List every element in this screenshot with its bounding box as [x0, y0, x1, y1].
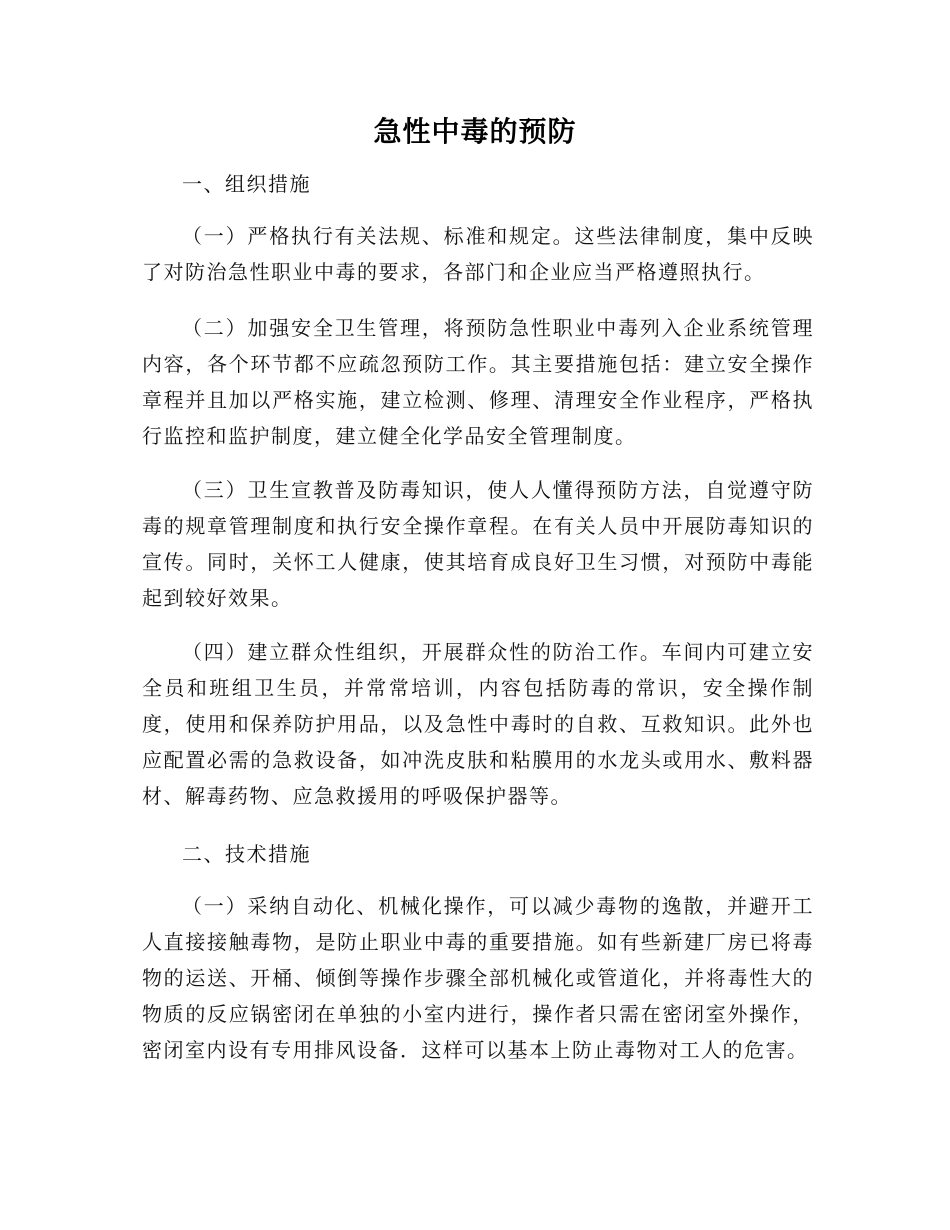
paragraph-org-2: （二）加强安全卫生管理，将预防急性职业中毒列入企业系统管理内容，各个环节都不应疏忽预防工作。其主要措施包括：建立安全操作章程并且加以严格实施，建立检测、修理、清理安全作业程序，严格执行监控和监护制度，建立健全化学品安全管理制度。 — [142, 316, 814, 448]
section-heading-technical: 二、技术措施 — [182, 842, 311, 866]
document-title: 急性中毒的预防 — [373, 115, 577, 148]
paragraph-org-1: （一）严格执行有关法规、标准和规定。这些法律制度，集中反映了对防治急性职业中毒的要求，各部门和企业应当严格遵照执行。 — [142, 224, 814, 284]
section-heading-organizational: 一、组织措施 — [182, 172, 311, 196]
paragraph-tech-1: （一）采纳自动化、机械化操作，可以减少毒物的逸散，并避开工人直接接触毒物，是防止职业中毒的重要措施。如有些新建厂房已将毒物的运送、开桶、倾倒等操作步骤全部机械化或管道化，并将毒性大的物质的反应锅密闭在单独的小室内进行，操作者只需在密闭室外操作，密闭室内设有专用排风设备．这样可以基本上防止毒物对工人的危害。 — [142, 894, 814, 1062]
paragraph-org-3: （三）卫生宣教普及防毒知识，使人人懂得预防方法，自觉遵守防毒的规章管理制度和执行安全操作章程。在有关人员中开展防毒知识的宣传。同时，关怀工人健康，使其培育成良好卫生习惯，对预防中毒能起到较好效果。 — [142, 478, 814, 610]
paragraph-org-4: （四）建立群众性组织，开展群众性的防治工作。车间内可建立安全员和班组卫生员，并常常培训，内容包括防毒的常识，安全操作制度，使用和保养防护用品，以及急性中毒时的自救、互救知识。此外也应配置必需的急救设备，如冲洗皮肤和粘膜用的水龙头或用水、敷料器材、解毒药物、应急救援用的呼吸保护器等。 — [142, 640, 814, 808]
